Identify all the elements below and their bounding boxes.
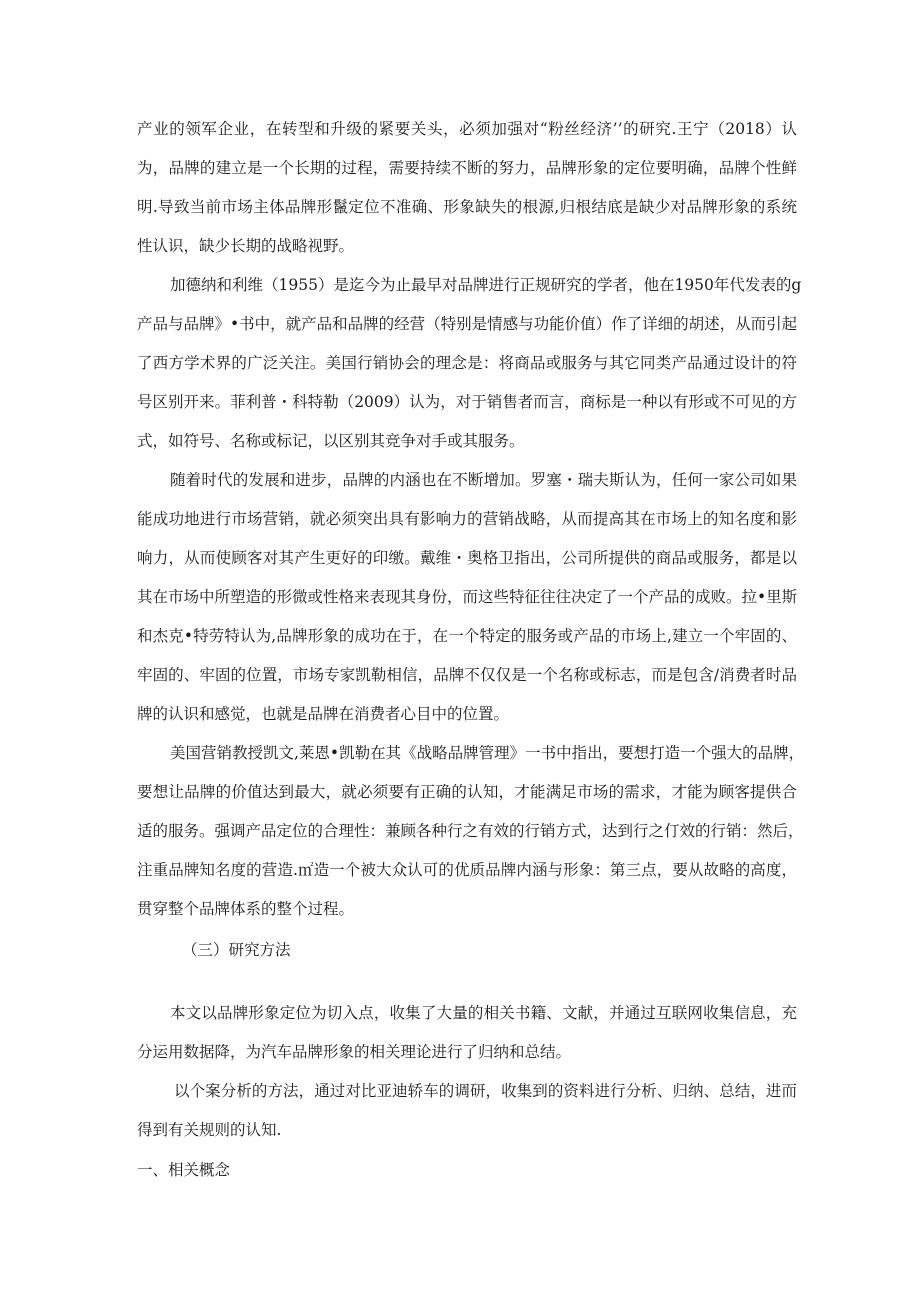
p3-line-5: 和杰克•特劳特认为,品牌形象的成功在于，在一个特定的服务或产品的市场上,建立一个牢固的、 — [137, 627, 797, 645]
p5-line-1: 本文以品牌形象定位为切入点，收集了大量的相关书籍、文献，并通过互联网收集信息，充 — [170, 1004, 797, 1022]
p4-line-2: 要想让品牌的价值达到最大，就必须要有正确的认知，才能满足市场的需求，才能为顾客提供合 — [137, 783, 797, 801]
p1-line-4: 性认识，缺少长期的战略视野。 — [137, 237, 355, 255]
p5-line-2: 分运用数据降，为汽车品牌形象的相关理论进行了归纳和总结。 — [137, 1043, 572, 1061]
p4-line-4: 注重品牌知名度的营造.㎡造一个被大众认可的优质品牌内涵与形象：第三点，要从故略的高度， — [137, 861, 797, 879]
p2-line-1: 加德纳和利维（1955）是迄今为止最早对品牌进行正规研究的学者，他在1950年代发表的g — [170, 276, 802, 294]
p3-line-3: 响力，从而使顾客对其产生更好的印缴。戴维・奥格卫指出，公司所提供的商品或服务，都是以 — [137, 549, 797, 567]
p2-line-3: 了西方学术界的广泛关注。美国行销协会的理念是：将商品或服务与其它同类产品通过设计的符 — [137, 354, 797, 372]
p2-line-5: 式，如符号、名称或标记，以区别其竞争对手或其服务。 — [137, 432, 525, 450]
p2-line-2: 产品与品牌》•书中，就产品和品牌的经营（特别是情感与功能价值）作了详细的胡述，从而引起 — [137, 315, 798, 333]
p3-line-2: 能成功地进行市场营销，就必须突出具有影响力的营销战略，从而提高其在市场上的知名度和影 — [137, 510, 797, 528]
p1-line-3: 明.导致当前市场主体品牌形鬣定位不准确、形象缺失的根源,归根结底是缺少对品牌形象的系统 — [137, 198, 797, 216]
chapter-heading: 一、相关概念 — [137, 1161, 231, 1179]
p4-line-5: 贯穿整个品牌体系的整个过程。 — [137, 900, 355, 918]
p3-line-4: 其在市场中所塑造的形微或性格来表现其身份，而这些特征往往决定了一个产品的成败。拉•里斯 — [137, 588, 798, 606]
p2-line-4: 号区别开来。菲利普・科特勒（2009）认为，对于销售者而言，商标是一种以有形或不可见的方 — [137, 393, 797, 411]
p3-line-1: 随着时代的发展和进步，品牌的内涵也在不断增加。罗塞・瑞夫斯认为，任何一家公司如果 — [170, 471, 797, 489]
p1-line-2: 为，品牌的建立是一个长期的过程，需要持续不断的努力，品牌形象的定位要明确，品牌个性鲜 — [137, 159, 797, 177]
p6-line-1: 以个案分析的方法，通过对比亚迪轿车的调研，收集到的资料进行分析、归纳、总结，进而 — [174, 1082, 797, 1100]
p6-line-2: 得到有关规则的认知. — [137, 1121, 282, 1139]
p1-line-1: 产业的领军企业，在转型和升级的紧要关头，必须加强对“粉丝经济’’的研究.王宁（2018）认 — [137, 120, 797, 138]
p4-line-1: 美国营销教授凯文,莱恩•凯勒在其《战略品牌管理》一书中指出，要想打造一个强大的品牌， — [170, 744, 805, 762]
p3-line-6: 牢固的、牢固的位置，市场专家凯勒相信，品牌不仅仅是一个名称或标志，而是包含/消费者时品 — [137, 666, 797, 684]
p4-line-3: 适的服务。强调产品定位的合理性：兼顾各种行之有效的行销方式，达到行之仃效的行销：然后， — [137, 822, 804, 840]
p3-line-7: 牌的认识和感觉，也就是品牌在消费者心目中的位置。 — [137, 705, 510, 723]
section-heading: （三）研究方法 — [182, 941, 291, 959]
